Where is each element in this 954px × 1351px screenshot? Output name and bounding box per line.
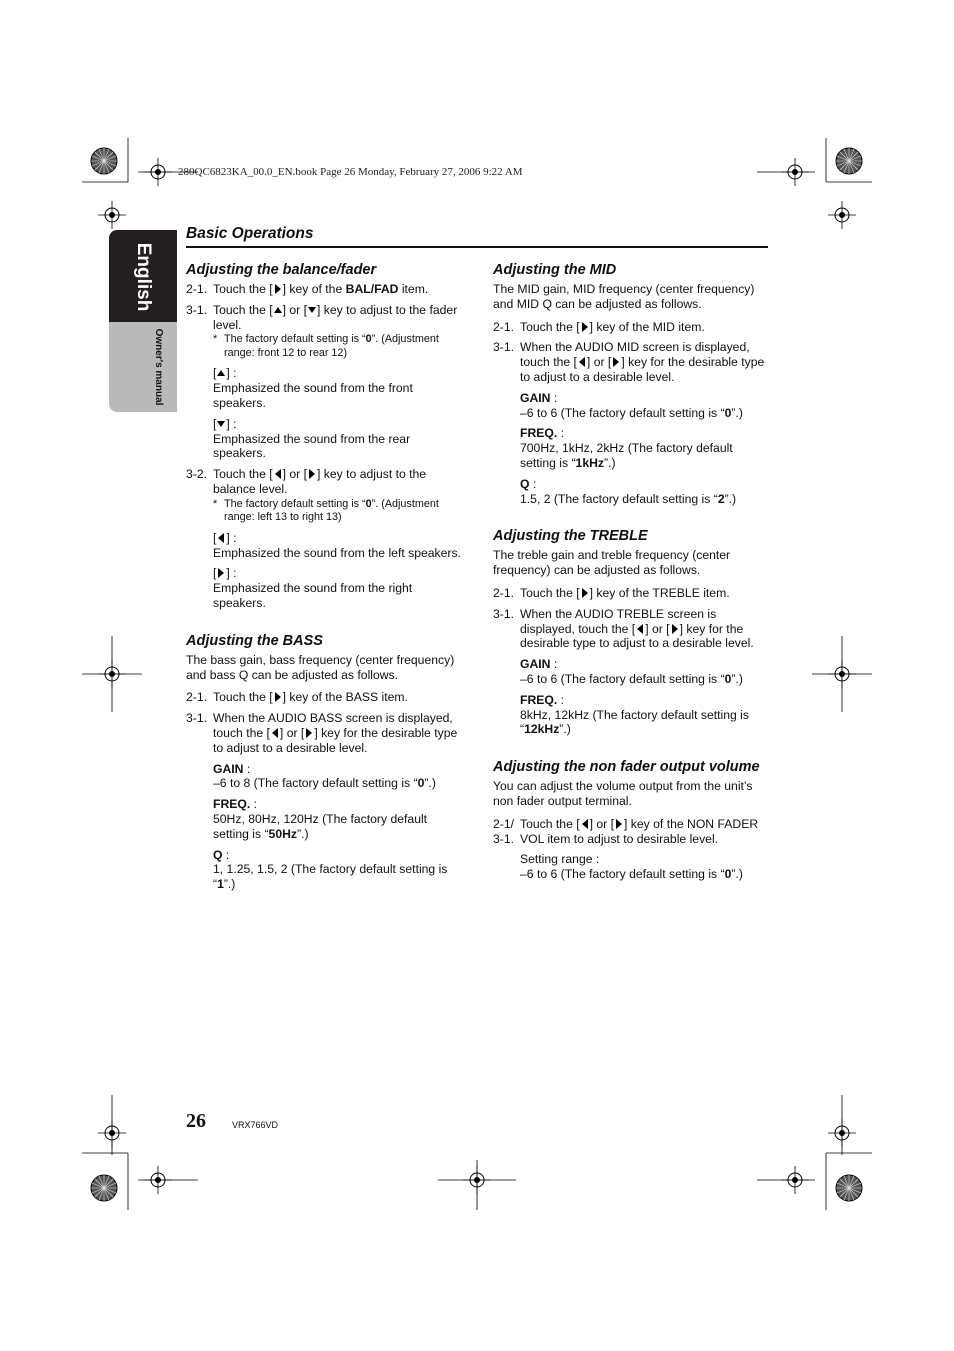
right-arrow-icon <box>305 728 313 738</box>
bass-freq: FREQ. : 50Hz, 80Hz, 120Hz (The factory default setting is “50Hz”.) <box>213 797 428 841</box>
treble-step-2-1: 2-1. Touch the [ ] key of the TREBLE item. <box>493 585 730 600</box>
mid-title: Adjusting the MID <box>493 262 617 278</box>
up-arrow-icon <box>217 368 225 378</box>
bass-intro: The bass gain, bass frequency (center frequency) and bass Q can be adjusted as follows. <box>186 652 455 682</box>
bass-title: Adjusting the BASS <box>186 632 323 649</box>
mid-freq: FREQ. : 700Hz, 1kHz, 2kHz (The factory default setting is “1kHz”.) <box>520 426 733 470</box>
side-tab-manual-label: Owner's manual <box>152 328 164 406</box>
left-column <box>186 262 466 898</box>
nonfader-range: Setting range : –6 to 6 (The factory default setting is “0”.) <box>520 852 743 882</box>
nonfader-intro: You can adjust the volume output from the unit’s non fader output terminal. <box>493 779 753 808</box>
down-arrow-icon <box>217 419 225 429</box>
right-arrow-icon <box>217 568 225 578</box>
nonfader-step-2-1: 2-1/ Touch the [ ] or [ ] key of the NON FADER <box>493 816 759 831</box>
bass-step-2-1: 2-1. Touch the [ ] key of the BASS item. <box>186 690 408 705</box>
right-arrow-icon <box>274 692 282 702</box>
mid-step-3-1: 3-1. When the AUDIO MID screen is displayed, touch the [ ] or [ ] key for the desirable type to adjust to a desirable level. <box>493 340 765 384</box>
left-arrow-icon <box>274 469 282 479</box>
mid-step-2-1: 2-1. Touch the [ ] key of the MID item. <box>493 319 705 334</box>
down-arrow-icon <box>308 305 316 315</box>
print-header: 280QC6823KA_00.0_EN.book Page 26 Monday, February 27, 2006 9:22 AM <box>178 166 523 178</box>
right-arrow-icon <box>671 624 679 634</box>
left-arrow-icon <box>271 728 279 738</box>
balance-right-key-desc: [ ] : Emphasized the sound from the right speakers. <box>213 566 413 610</box>
bass-q: Q : 1, 1.25, 1.5, 2 (The factory default setting is “1”.) <box>213 847 448 892</box>
balance-note-balance: * The factory default setting is “0”. (Adjustment range: left 13 to right 13) <box>213 497 439 524</box>
treble-step-3-1: 3-1. When the AUDIO TREBLE screen is displayed, touch the [ ] or [ ] key for the desirable type to adjust to a desirable level. <box>493 606 754 651</box>
section-title: Basic Operations <box>186 225 314 242</box>
treble-gain: GAIN : –6 to 6 (The factory default setting is “0”.) <box>520 657 743 686</box>
left-arrow-icon <box>636 624 644 634</box>
balance-up-key-desc: [ ] : Emphasized the sound from the front speakers. <box>213 366 413 410</box>
up-arrow-icon <box>274 305 282 315</box>
model-name: VRX766VD <box>232 1120 279 1130</box>
nonfader-step-3-1: 3-1. VOL item to adjust to desirable level. <box>493 831 719 846</box>
treble-freq: FREQ. : 8kHz, 12kHz (The factory default setting is “12kHz”.) <box>520 692 749 737</box>
balance-step-3-1: 3-1. Touch the [ ] or [ ] key to adjust to the fader level. <box>186 302 458 332</box>
left-arrow-icon <box>217 533 225 543</box>
mid-q: Q : 1.5, 2 (The factory default setting is “2”.) <box>520 476 737 506</box>
right-arrow-icon <box>274 284 282 294</box>
treble-intro: The treble gain and treble frequency (center frequency) can be adjusted as follows. <box>493 548 731 578</box>
left-arrow-icon <box>578 357 586 367</box>
mid-gain: GAIN : –6 to 6 (The factory default setting is “0”.) <box>520 390 743 420</box>
side-tab-language-label: English <box>133 242 154 312</box>
right-arrow-icon <box>581 588 589 598</box>
balance-title: Adjusting the balance/fader <box>186 262 377 278</box>
page-number: 26 <box>186 1110 206 1132</box>
bass-gain: GAIN : –6 to 8 (The factory default setting is “0”.) <box>213 761 436 791</box>
balance-down-key-desc: [ ] : Emphasized the sound from the rear speakers. <box>213 416 411 461</box>
balance-note-fader: * The factory default setting is “0”. (Adjustment range: front 12 to rear 12) <box>213 333 439 359</box>
balance-step-2-1: 2-1. Touch the [ ] key of the BAL/FAD item. <box>186 282 429 296</box>
section-rule <box>186 246 768 248</box>
nonfader-title: Adjusting the non fader output volume <box>493 759 760 776</box>
bass-step-3-1: 3-1. When the AUDIO BASS screen is displayed, touch the [ ] or [ ] key for the desirable type to adjust to a desirable level. <box>186 711 458 755</box>
mid-intro: The MID gain, MID frequency (center frequency) and MID Q can be adjusted as follows. <box>493 282 755 311</box>
right-arrow-icon <box>308 469 316 479</box>
right-arrow-icon <box>615 819 623 829</box>
balance-step-3-2: 3-2. Touch the [ ] or [ ] key to adjust to the balance level. <box>186 467 427 496</box>
left-arrow-icon <box>581 819 589 829</box>
right-arrow-icon <box>612 357 620 367</box>
right-arrow-icon <box>581 322 589 332</box>
treble-title: Adjusting the TREBLE <box>493 528 648 545</box>
balance-left-key-desc: [ ] : Emphasized the sound from the left speakers. <box>213 530 461 560</box>
right-column <box>493 262 769 888</box>
